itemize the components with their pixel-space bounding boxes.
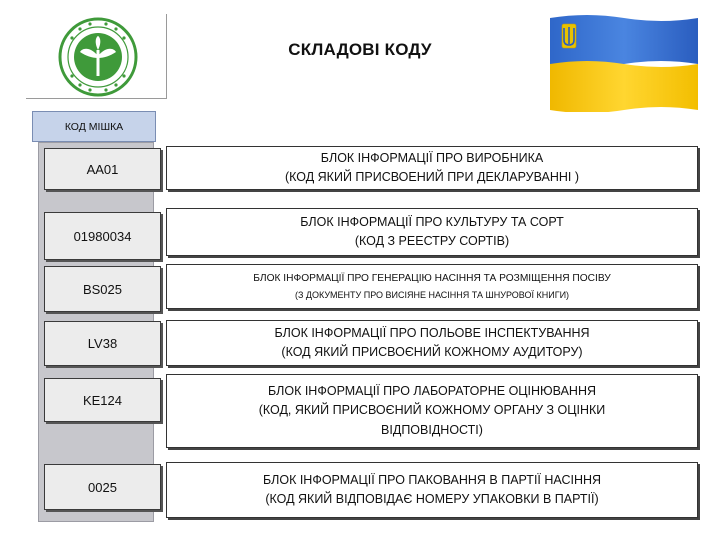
info-line: (КОД ЯКИЙ ПРИСВОЄНИЙ КОЖНОМУ АУДИТОРУ)	[281, 345, 583, 359]
info-line: БЛОК ІНФОРМАЦІЇ ПРО ЛАБОРАТОРНЕ ОЦІНЮВАННЯ	[267, 383, 597, 398]
code-box-producer: AA01	[44, 148, 161, 190]
info-block-packaging	[166, 462, 698, 518]
info-line: (КОД, ЯКИЙ ПРИСВОЄНИЙ КОЖНОМУ ОРГАНУ З ОЦІНКИ	[258, 403, 606, 418]
info-line: (КОД ЯКИЙ ПРИСВОЕНИЙ ПРИ ДЕКЛАРУВАННІ )	[284, 170, 580, 184]
info-block-generation	[166, 264, 698, 309]
page-title: СКЛАДОВІ КОДУ	[288, 40, 432, 59]
code-box-laboratory: KE124	[44, 378, 161, 422]
info-line: ВІДПОВІДНОСТІ)	[381, 422, 483, 437]
info-line: БЛОК ІНФОРМАЦІЇ ПРО ПОЛЬОВЕ ІНСПЕКТУВАННЯ	[274, 325, 590, 340]
info-line: БЛОК ІНФОРМАЦІЇ ПРО ВИРОБНИКА	[320, 150, 544, 165]
ukraine-flag-icon	[550, 14, 698, 112]
info-block-culture	[166, 208, 698, 256]
info-line: (З ДОКУМЕНТУ ПРО ВИСІЯНЕ НАСІННЯ ТА ШНУРОВОЇ КНИГИ)	[294, 289, 570, 300]
code-box-packaging: 0025	[44, 464, 161, 510]
code-box-culture: 01980034	[44, 212, 161, 260]
info-line: (КОД З РЕЕСТРУ СОРТІВ)	[354, 234, 510, 248]
code-header: КОД МІШКА	[32, 111, 156, 142]
info-line: (КОД ЯКИЙ ВІДПОВІДАЄ НОМЕРУ УПАКОВКИ В ПАРТІЇ)	[265, 492, 599, 506]
logo-frame	[26, 14, 167, 99]
info-line: БЛОК ІНФОРМАЦІЇ ПРО ПАКОВАННЯ В ПАРТІЇ НАСІННЯ	[262, 472, 602, 487]
code-box-inspection: LV38	[44, 321, 161, 366]
info-line: БЛОК ІНФОРМАЦІЇ ПРО ГЕНЕРАЦІЮ НАСІННЯ ТА РОЗМІЩЕННЯ ПОСІВУ	[253, 273, 611, 285]
logo-emblem-icon	[50, 16, 146, 98]
info-block-inspection	[166, 320, 698, 366]
info-block-producer	[166, 146, 698, 190]
info-line: БЛОК ІНФОРМАЦІЇ ПРО КУЛЬТУРУ ТА СОРТ	[300, 214, 564, 229]
info-block-laboratory	[166, 374, 698, 448]
code-box-generation: BS025	[44, 266, 161, 312]
